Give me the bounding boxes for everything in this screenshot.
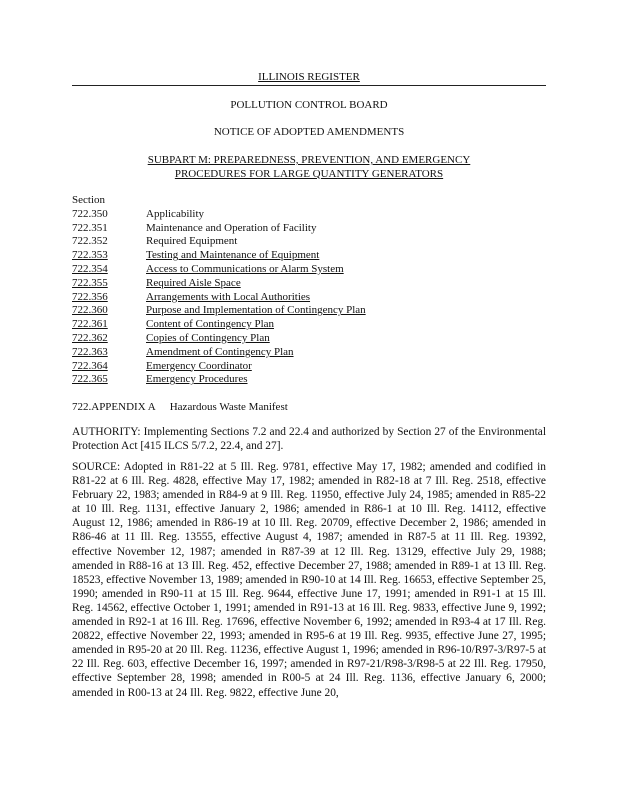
toc-section-number: 722.360 <box>72 304 108 317</box>
toc-section-title: Access to Communications or Alarm System <box>146 262 344 275</box>
toc-section-number: 722.363 <box>72 345 108 358</box>
toc-section-title: Emergency Coordinator <box>146 359 252 372</box>
toc-item <box>72 263 366 277</box>
toc-item <box>72 304 366 318</box>
toc-item <box>72 373 366 387</box>
toc-item <box>72 277 366 291</box>
toc-section-title: Applicability <box>146 207 205 220</box>
toc-heading: Section <box>72 194 105 206</box>
toc-section-title: Purpose and Implementation of Contingency Plan <box>146 304 366 317</box>
appendix-entry <box>72 401 288 415</box>
toc-section-title: Maintenance and Operation of Facility <box>146 221 317 234</box>
toc-section-title: Copies of Contingency Plan <box>146 331 270 344</box>
toc-item <box>72 291 366 305</box>
toc-section-number: 722.350 <box>72 207 108 220</box>
notice-title: NOTICE OF ADOPTED AMENDMENTS <box>213 126 405 138</box>
toc-item <box>72 332 366 346</box>
toc-section-number: 722.364 <box>72 359 108 372</box>
source-paragraph: SOURCE: Adopted in R81-22 at 5 Ill. Reg. 9781, effective May 17, 1982; amended and codified in R81-22 at 6 Ill. Reg. 4828, effective May 17, 1982; amended in R82-18 at 7 Ill. Reg. 2518, effective February 22, 1983; amended in R84-9 at 9 Ill. Reg. 11950, effective July 24, 1985; amended in R85-22 at 10 Ill. Reg. 1131, effective January 2, 1986; amended in R86-1 at 10 Ill. Reg. 14112, effective August 12, 1986; amended in R86-19 at 10 Ill. Reg. 20709, effective December 2, 1986; amended in R86-46 at 11 Ill. Reg. 13555, effective August 4, 1987; amended in R87-5 at 11 Ill. Reg. 19392, effective November 12, 1987; amended in R87-39 at 12 Ill. Reg. 13129, effective July 29, 1988; amended in R88-16 at 13 Ill. Reg. 452, effective December 27, 1988; amended in R89-1 at 13 Ill. Reg. 18523, effective November 13, 1989; amended in R90-10 at 14 Ill. Reg. 16653, effective September 25, 1990; amended in R90-11 at 15 Ill. Reg. 9644, effective June 17, 1991; amended in R91-1 at 15 Ill. Reg. 14562, effective October 1, 1991; amended in R91-13 at 16 Ill. Reg. 9833, effective June 9, 1992; amended in R92-1 at 16 Ill. Reg. 17696, effective November 6, 1992; amended in R93-4 at 17 Ill. Reg. 20822, effective November 22, 1993; amended in R95-6 at 19 Ill. Reg. 9935, effective June 27, 1995; amended in R95-20 at 20 Ill. Reg. 11236, effective August 1, 1996; amended in R96-10/R97-3/R97-5 at 22 Ill. Reg. 603, effective December 16, 1997; amended in R97-21/R98-3/R98-5 at 22 Ill. Reg. 17950, effective September 28, 1998; amended in R00-5 at 24 Ill. Reg. 1136, effective January 6, 2000; amended in R00-13 at 24 Ill. Reg. 9822, effective June 20, <box>72 461 546 699</box>
board-name: POLLUTION CONTROL BOARD <box>230 99 388 111</box>
toc-section-number: 722.365 <box>72 373 108 386</box>
toc-section-title: Arrangements with Local Authorities <box>146 290 311 303</box>
toc-item <box>72 235 366 249</box>
toc-section-title: Content of Contingency Plan <box>146 318 275 331</box>
subpart-heading <box>100 154 518 181</box>
header-rule <box>72 85 546 86</box>
toc-item <box>72 208 366 222</box>
toc-section-number: 722.353 <box>72 249 108 262</box>
authority-paragraph: AUTHORITY: Implementing Sections 7.2 and 22.4 and authorized by Section 27 of the Environmental Protection Act [415 ILCS 5/7.2, 22.4, and 27]. <box>72 426 546 453</box>
toc-section-number: 722.355 <box>72 276 108 289</box>
toc-section-number: 722.351 <box>72 221 108 234</box>
toc-item <box>72 360 366 374</box>
toc-section-title: Testing and Maintenance of Equipment <box>146 249 320 262</box>
toc-item <box>72 318 366 332</box>
subpart-line-1: SUBPART M: PREPAREDNESS, PREVENTION, AND EMERGENCY <box>147 154 471 166</box>
table-of-contents <box>72 194 366 387</box>
toc-section-number: 722.362 <box>72 331 108 344</box>
toc-section-title: Emergency Procedures <box>146 373 248 386</box>
register-title: ILLINOIS REGISTER <box>258 71 360 83</box>
toc-section-number: 722.352 <box>72 235 108 248</box>
appendix-title: Hazardous Waste Manifest <box>169 401 288 413</box>
toc-section-number: 722.361 <box>72 318 108 331</box>
toc-section-title: Required Aisle Space <box>146 276 241 289</box>
toc-item <box>72 249 366 263</box>
toc-section-number: 722.356 <box>72 290 108 303</box>
appendix-label: 722.APPENDIX A <box>72 401 156 413</box>
subpart-line-2: PROCEDURES FOR LARGE QUANTITY GENERATORS <box>174 167 444 180</box>
toc-list <box>72 208 366 387</box>
toc-item <box>72 346 366 360</box>
toc-item <box>72 222 366 236</box>
toc-section-title: Amendment of Contingency Plan <box>146 345 294 358</box>
toc-section-number: 722.354 <box>72 262 108 275</box>
toc-section-title: Required Equipment <box>146 235 238 248</box>
